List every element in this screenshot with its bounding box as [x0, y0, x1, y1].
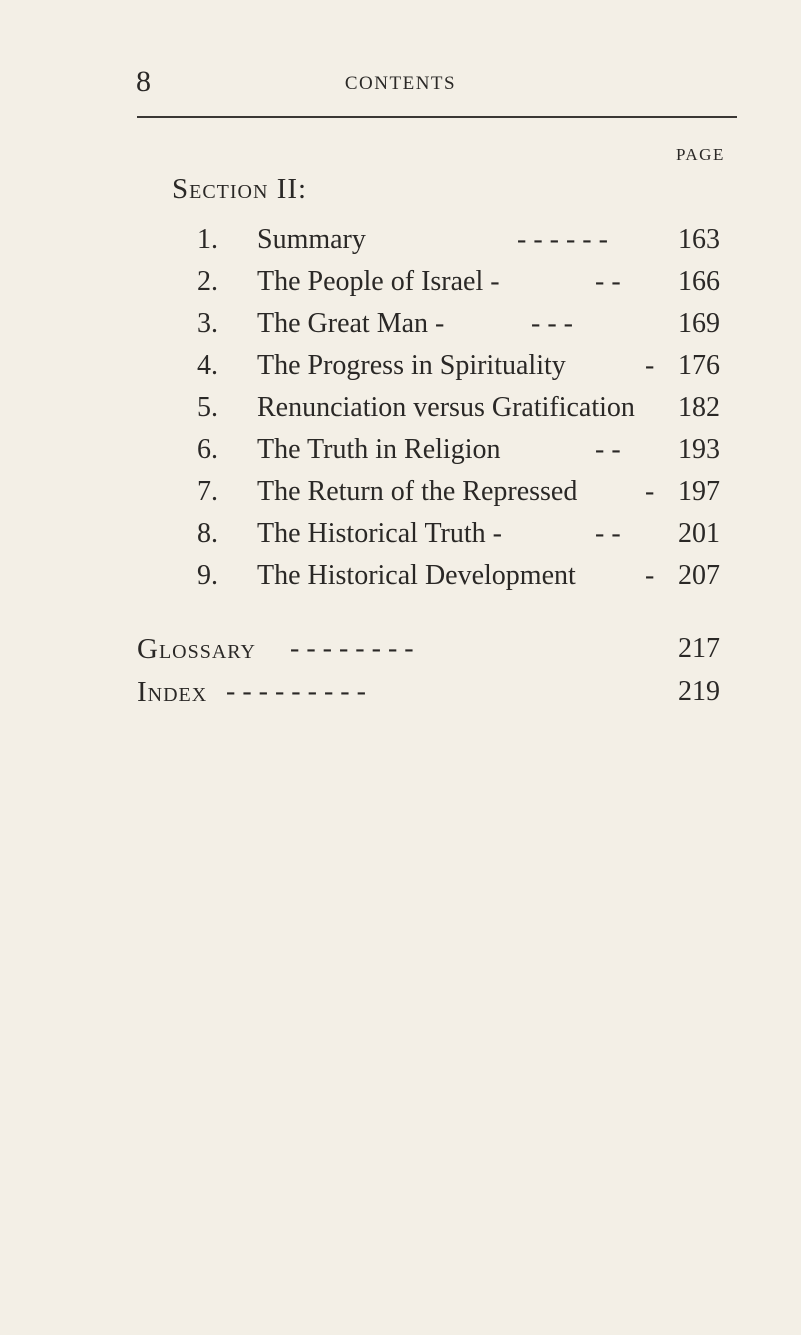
running-head: CONTENTS: [344, 73, 457, 94]
entry-leader: - -: [595, 266, 621, 297]
section-heading: Section II:: [172, 173, 308, 205]
entry-leader: - - - - - - - - -: [226, 676, 366, 707]
entry-title: The Great Man -: [257, 308, 445, 339]
toc-page-5: 182: [678, 392, 720, 423]
entry-number: 1.: [197, 224, 218, 255]
entry-title: Summary: [257, 224, 366, 255]
page-number: 8: [136, 65, 151, 98]
entry-leader: -: [645, 350, 655, 381]
entry-leader: - -: [595, 434, 621, 465]
entry-leader: -: [645, 560, 655, 591]
entry-title: Index: [137, 676, 208, 708]
entry-title: The Historical Truth -: [257, 518, 502, 549]
toc-entry-glossary[interactable]: [137, 630, 256, 668]
entry-leader: - - - - - -: [517, 224, 608, 255]
entry-title: Glossary: [137, 633, 256, 665]
entry-leader: - - - - - - - -: [290, 633, 414, 664]
entry-title: The Truth in Religion: [257, 434, 501, 465]
toc-page-8: 201: [678, 518, 720, 549]
entry-title: The People of Israel -: [257, 266, 500, 297]
toc-page-9: 207: [678, 560, 720, 591]
toc-page-index: 219: [678, 676, 720, 707]
entry-leader: -: [645, 476, 655, 507]
entry-number: 3.: [197, 308, 218, 339]
toc-page-3: 169: [678, 308, 720, 339]
toc-page-2: 166: [678, 266, 720, 297]
entry-number: 2.: [197, 266, 218, 297]
page-column-label: PAGE: [676, 145, 725, 164]
entry-number: 8.: [197, 518, 218, 549]
toc-page-4: 176: [678, 350, 720, 381]
header-rule: [137, 116, 737, 118]
entry-title: The Historical Development: [257, 560, 576, 591]
toc-page-glossary: 217: [678, 633, 720, 664]
entry-number: 4.: [197, 350, 218, 381]
entry-title: The Return of the Repressed: [257, 476, 578, 507]
entry-number: 9.: [197, 560, 218, 591]
toc-page-6: 193: [678, 434, 720, 465]
entry-leader: - -: [595, 518, 621, 549]
toc-page-7: 197: [678, 476, 720, 507]
entry-number: 5.: [197, 392, 218, 423]
toc-page-1: 163: [678, 224, 720, 255]
toc-entry-index[interactable]: [137, 673, 207, 711]
entry-number: 7.: [197, 476, 218, 507]
entry-leader: - - -: [531, 308, 573, 339]
entry-title: The Progress in Spirituality: [257, 350, 566, 381]
entry-title: Renunciation versus Gratification: [257, 392, 635, 423]
entry-number: 6.: [197, 434, 218, 465]
